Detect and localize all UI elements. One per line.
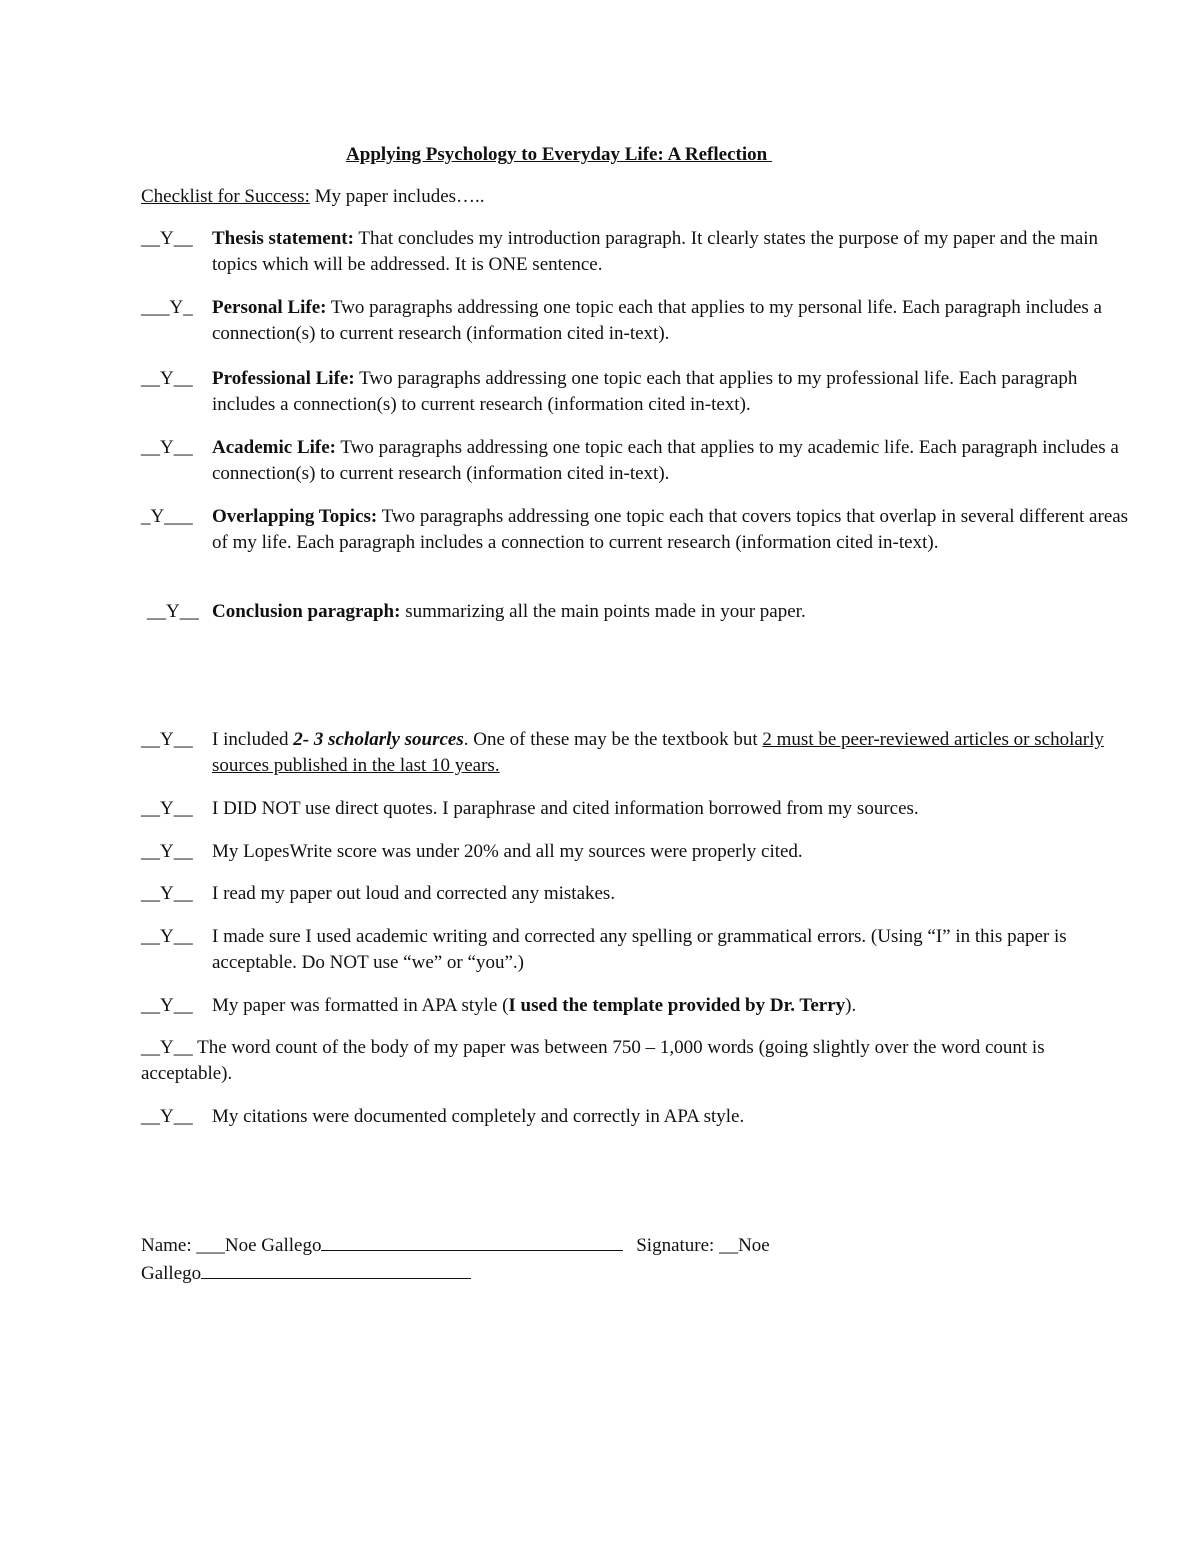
check-mark: _Y___: [141, 506, 193, 527]
checklist-item-professional-life: [141, 366, 1132, 418]
checklist-item-sources: [141, 727, 1132, 779]
signature-prefix: __: [719, 1235, 739, 1256]
signature-value: Noe: [738, 1235, 770, 1256]
checklist-item-apa-format: [141, 993, 1132, 1019]
checklist-item-word-count: [141, 1035, 1061, 1087]
checklist-item-citations: [141, 1104, 1132, 1130]
item-text: The word count of the body of my paper was between 750 – 1,000 words (going slightly over the word count is acceptable).: [141, 1037, 1045, 1084]
item-label: Conclusion paragraph:: [212, 601, 401, 622]
item-underlined: 2 must be peer-reviewed articles or scholarly sources published in the last 10 years.: [212, 729, 1104, 776]
check-mark: __Y__: [141, 883, 193, 904]
checklist-item-read-aloud: [141, 881, 1132, 907]
check-mark: __Y__: [141, 729, 193, 750]
item-text: I DID NOT use direct quotes. I paraphrase and cited information borrowed from my sources.: [212, 798, 919, 819]
item-text: That concludes my introduction paragraph. It clearly states the purpose of my paper and the main topics which will be addressed. It is ONE sentence.: [212, 228, 1099, 275]
item-text: ).: [845, 995, 857, 1016]
check-mark: __Y__: [141, 798, 193, 819]
check-mark: __Y__: [141, 1106, 193, 1127]
check-mark: __Y__: [141, 926, 193, 947]
check-mark: __Y__: [147, 601, 199, 622]
document-title: Applying Psychology to Everyday Life: A Reflection: [346, 144, 772, 165]
item-text: I made sure I used academic writing and corrected any spelling or grammatical errors. (Using “I” in this paper is acceptable. Do NOT use “we” or “you”.): [212, 926, 1067, 973]
signature-line: [201, 1259, 471, 1279]
name-label: Name:: [141, 1235, 197, 1256]
checklist-intro-text: My paper includes…..: [309, 186, 485, 207]
item-text: Two paragraphs addressing one topic each that covers topics that overlap in several different areas of my life. Each paragraph includes a connection to current research (information cited in-text).: [212, 506, 1129, 553]
checklist-item-thesis: [141, 226, 1132, 278]
item-emphasis: 2- 3 scholarly sources: [293, 729, 464, 750]
check-mark: __Y__: [141, 368, 193, 389]
item-text: Two paragraphs addressing one topic each that applies to my academic life. Each paragraph includes a connection(s) to current research (information cited in-text).: [212, 437, 1119, 484]
item-bold: I used the template provided by Dr. Terry: [508, 995, 846, 1016]
check-mark: __Y__: [141, 995, 193, 1016]
check-mark: __Y__: [141, 437, 193, 458]
item-label: Professional Life:: [212, 368, 355, 389]
checklist-label: Checklist for Success:: [141, 186, 310, 207]
signature-value-cont: Gallego: [141, 1263, 202, 1284]
item-text: I read my paper out loud and corrected any mistakes.: [212, 883, 616, 904]
item-label: Personal Life:: [212, 297, 327, 318]
item-text: Two paragraphs addressing one topic each that applies to my personal life. Each paragraph includes a connection(s) to current research (information cited in-text).: [212, 297, 1102, 344]
checklist-item-lopeswrite: [141, 839, 1132, 865]
item-label: Thesis statement:: [212, 228, 354, 249]
checklist-item-personal-life: [141, 295, 1132, 347]
item-text: Two paragraphs addressing one topic each that applies to my professional life. Each paragraph includes a connection(s) to current research (information cited in-text).: [212, 368, 1078, 415]
item-text: summarizing all the main points made in your paper.: [400, 601, 806, 622]
checklist-item-academic-life: [141, 435, 1132, 487]
check-mark: __Y__: [141, 841, 193, 862]
name-prefix: ___: [196, 1235, 225, 1256]
name-line: [321, 1231, 623, 1251]
item-text: My LopesWrite score was under 20% and all my sources were properly cited.: [212, 841, 803, 862]
item-text: . One of these may be the textbook but: [463, 729, 763, 750]
item-text: My citations were documented completely and correctly in APA style.: [212, 1106, 745, 1127]
check-mark: __Y__: [141, 1037, 193, 1058]
name-value: Noe Gallego: [224, 1235, 322, 1256]
checklist-item-conclusion: [141, 599, 1132, 625]
checklist-item-academic-writing: [141, 924, 1132, 976]
item-text: My paper was formatted in APA style (: [212, 995, 509, 1016]
check-mark: __Y__: [141, 228, 193, 249]
signature-block: [141, 1231, 841, 1287]
checklist-item-no-quotes: [141, 796, 1132, 822]
item-text: I included: [212, 729, 294, 750]
signature-label: Signature:: [636, 1235, 720, 1256]
item-label: Academic Life:: [212, 437, 336, 458]
item-label: Overlapping Topics:: [212, 506, 378, 527]
check-mark: ___Y_: [141, 297, 193, 318]
checklist-intro: [141, 184, 485, 210]
checklist-item-overlapping-topics: [141, 504, 1132, 556]
